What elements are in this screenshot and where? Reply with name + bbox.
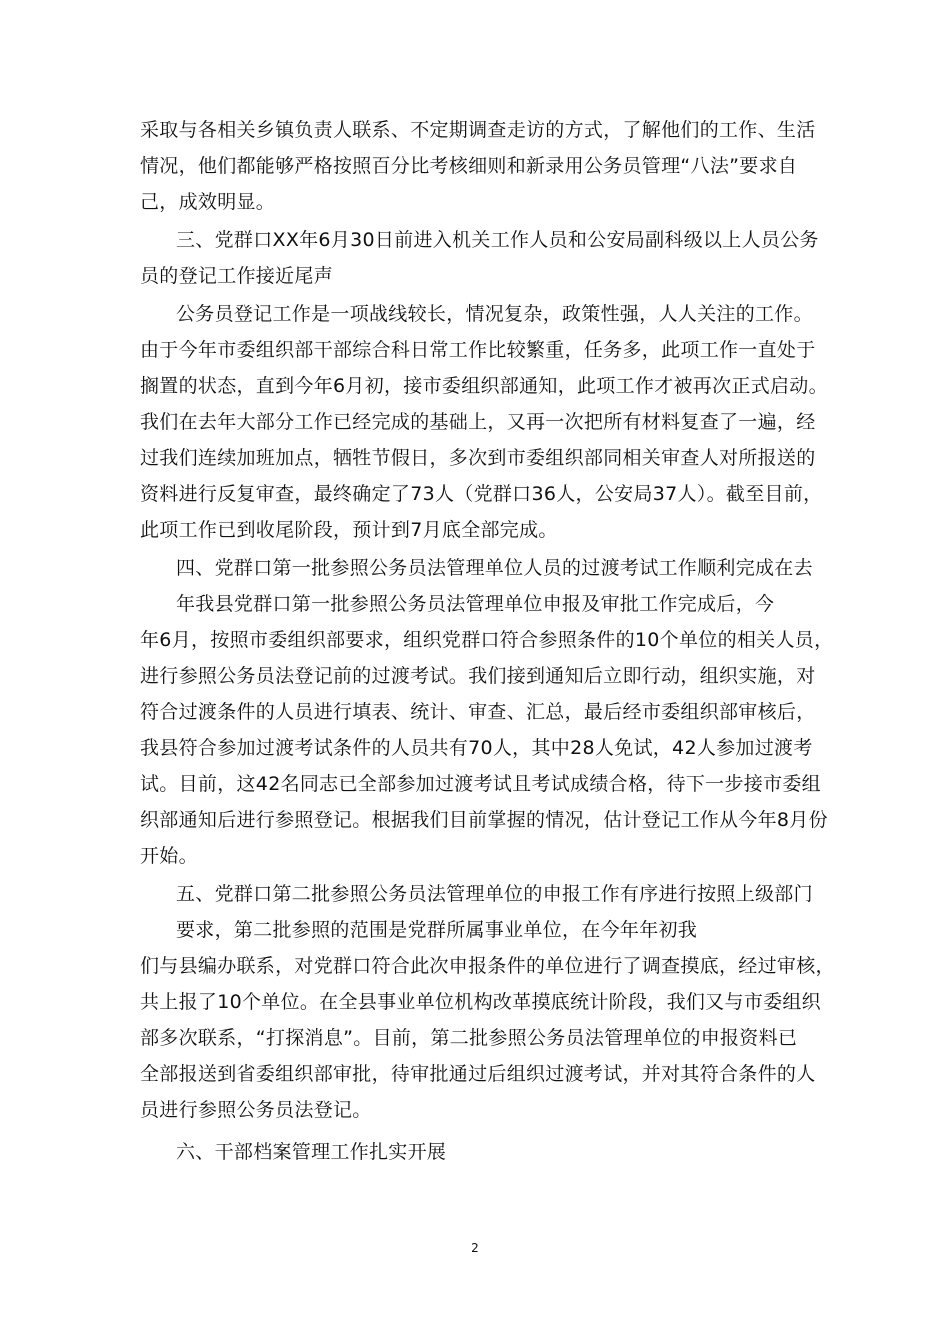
text-line: 由于今年市委组织部干部综合科日常工作比较繁重，任务多，此项工作一直处于 xyxy=(140,339,816,361)
text-line: 情况，他们都能够严格按照百分比考核细则和新录用公务员管理“八法”要求自 xyxy=(140,155,798,177)
text-line: 部多次联系，“打探消息”。目前，第二批参照公务员法管理单位的申报资料已 xyxy=(140,1027,798,1049)
section-heading: 三、党群口XX年6月30日前进入机关工作人员和公安局副科级以上人员公务 xyxy=(176,229,819,251)
text-line: 共上报了10个单位。在全县事业单位机构改革摸底统计阶段，我们又与市委组织 xyxy=(140,991,821,1013)
section-heading: 五、党群口第二批参照公务员法管理单位的申报工作有序进行按照上级部门 xyxy=(176,883,813,905)
text-line: 全部报送到省委组织部审批，待审批通过后组织过渡考试，并对其符合条件的人 xyxy=(140,1063,816,1085)
text-line: 要求，第二批参照的范围是党群所属事业单位，在今年年初我 xyxy=(176,919,698,941)
text-line: 开始。 xyxy=(140,845,198,867)
text-line: 此项工作已到收尾阶段，预计到7月底全部完成。 xyxy=(140,519,558,541)
text-line: 织部通知后进行参照登记。根据我们目前掌握的情况，估计登记工作从今年8月份 xyxy=(140,809,828,831)
section-heading-continued: 员的登记工作接近尾声 xyxy=(140,265,334,287)
text-line: 们与县编办联系，对党群口符合此次申报条件的单位进行了调查摸底，经过审核， xyxy=(140,955,835,977)
text-line: 进行参照公务员法登记前的过渡考试。我们接到通知后立即行动，组织实施，对 xyxy=(140,665,816,687)
text-line: 年我县党群口第一批参照公务员法管理单位申报及审批工作完成后，今 xyxy=(176,593,775,615)
text-line: 公务员登记工作是一项战线较长，情况复杂，政策性强，人人关注的工作。 xyxy=(176,303,813,325)
text-line: 己，成效明显。 xyxy=(140,191,276,213)
text-line: 符合过渡条件的人员进行填表、统计、审查、汇总，最后经市委组织部审核后， xyxy=(140,701,816,723)
text-line: 过我们连续加班加点，牺牲节假日，多次到市委组织部同相关审查人对所报送的 xyxy=(140,447,816,469)
text-line: 我县符合参加过渡考试条件的人员共有70人，其中28人免试，42人参加过渡考 xyxy=(140,737,813,759)
section-heading: 六、干部档案管理工作扎实开展 xyxy=(176,1141,447,1163)
page-number: 2 xyxy=(471,1241,479,1255)
text-line: 员进行参照公务员法登记。 xyxy=(140,1099,372,1121)
section-heading: 四、党群口第一批参照公务员法管理单位人员的过渡考试工作顺利完成在去 xyxy=(176,557,813,579)
text-line: 采取与各相关乡镇负责人联系、不定期调查走访的方式，了解他们的工作、生活 xyxy=(140,119,816,141)
text-line: 资料进行反复审查，最终确定了73人（党群口36人，公安局37人）。截至目前， xyxy=(140,483,823,505)
text-line: 年6月，按照市委组织部要求，组织党群口符合参照条件的10个单位的相关人员， xyxy=(140,629,834,651)
text-line: 试。目前，这42名同志已全部参加过渡考试且考试成绩合格，待下一步接市委组 xyxy=(140,773,821,795)
text-line: 搁置的状态，直到今年6月初，接市委组织部通知，此项工作才被再次正式启动。 xyxy=(140,375,828,397)
text-line: 我们在去年大部分工作已经完成的基础上，又再一次把所有材料复查了一遍，经 xyxy=(140,411,816,433)
